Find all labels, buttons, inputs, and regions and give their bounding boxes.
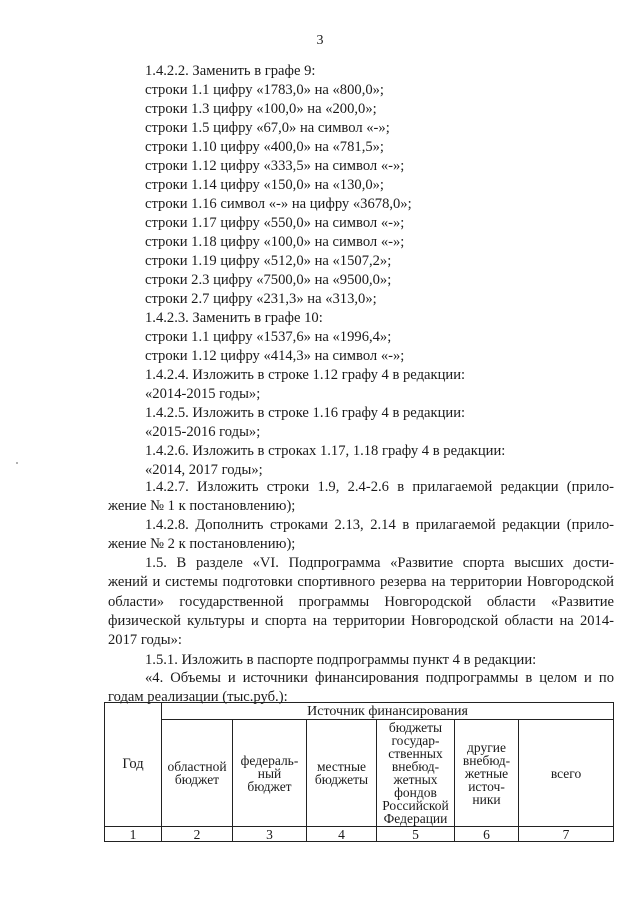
text-line: 1.4.2.3. Заменить в графе 10: — [145, 310, 323, 326]
column-header-other-sources: другие внебюд- жетные источ- ники — [455, 720, 519, 827]
text-line: «2014-2015 годы»; — [145, 386, 261, 402]
paragraph-line: 1.5.1. Изложить в паспорте подпрограммы пункт 4 в редакции: — [145, 652, 537, 668]
paragraph-line: «4. Объемы и источники финансирования подпрограммы в целом и по — [145, 670, 614, 686]
paragraph-1-5-1 — [108, 651, 614, 670]
text-line: 1.4.2.6. Изложить в строках 1.17, 1.18 графу 4 в редакции: — [145, 443, 506, 459]
column-number: 4 — [307, 827, 377, 842]
text-line: строки 1.16 символ «-» на цифру «3678,0»; — [145, 196, 412, 212]
column-number: 6 — [455, 827, 519, 842]
column-header-federal-budget: федераль- ный бюджет — [233, 720, 307, 827]
paragraph-line: 1.5. В разделе «VI. Подпрограмма «Развитие спорта высших дости- — [145, 555, 614, 571]
year-header: Год — [105, 703, 162, 827]
paragraph-line: 2017 годы»: — [108, 632, 182, 649]
text-line: строки 2.7 цифру «231,3» на «313,0»; — [145, 291, 377, 307]
paragraph-line: годам реализации (тыс.руб.): — [108, 689, 288, 706]
paragraph-line: жение № 2 к постановлению); — [108, 536, 296, 553]
text-line: строки 1.17 цифру «550,0» на символ «-»; — [145, 215, 405, 231]
paragraph-1-5 — [108, 554, 614, 650]
text-line: строки 1.1 цифру «1783,0» на «800,0»; — [145, 82, 384, 98]
text-line: 1.4.2.4. Изложить в строке 1.12 графу 4 в редакции: — [145, 367, 466, 383]
text-line: строки 1.1 цифру «1537,6» на «1996,4»; — [145, 329, 392, 345]
paragraph-line: жение № 1 к постановлению); — [108, 498, 296, 515]
text-line: строки 1.12 цифру «414,3» на символ «-»; — [145, 348, 405, 364]
text-line: строки 1.12 цифру «333,5» на символ «-»; — [145, 158, 405, 174]
column-number: 1 — [105, 827, 162, 842]
column-header-state-funds: бюджеты государ- ственных внебюд- жетных фондов Российской Федерации — [377, 720, 455, 827]
text-line: «2015-2016 годы»; — [145, 424, 261, 440]
paragraph-1-4-2-8 — [108, 516, 614, 555]
text-line: 1.4.2.5. Изложить в строке 1.16 графу 4 в редакции: — [145, 405, 466, 421]
paragraph-line: 1.4.2.7. Изложить строки 1.9, 2.4-2.6 в прилагаемой редакции (прило- — [145, 479, 614, 495]
column-number: 3 — [233, 827, 307, 842]
text-line: строки 1.19 цифру «512,0» на «1507,2»; — [145, 253, 392, 269]
text-line: строки 1.18 цифру «100,0» на символ «-»; — [145, 234, 405, 250]
margin-speck — [16, 462, 18, 464]
paragraph-1-4-2-7 — [108, 478, 614, 517]
column-number: 2 — [162, 827, 233, 842]
text-line: строки 1.10 цифру «400,0» на «781,5»; — [145, 139, 384, 155]
text-line: строки 1.5 цифру «67,0» на символ «-»; — [145, 120, 390, 136]
column-header-regional-budget: областной бюджет — [162, 720, 233, 827]
page-number: 3 — [316, 33, 324, 48]
text-line: строки 1.14 цифру «150,0» на «130,0»; — [145, 177, 384, 193]
financing-table — [104, 702, 614, 842]
paragraph-line: физической культуры и спорта на территории Новгородской области на 2014- — [108, 612, 614, 629]
text-line: 1.4.2.2. Заменить в графе 9: — [145, 63, 316, 79]
column-number: 7 — [519, 827, 614, 842]
text-line: «2014, 2017 годы»; — [145, 462, 263, 478]
financing-source-header: Источник финансирования — [162, 703, 614, 720]
text-line: строки 2.3 цифру «7500,0» на «9500,0»; — [145, 272, 392, 288]
column-header-local-budgets: местные бюджеты — [307, 720, 377, 827]
column-header-total: всего — [519, 720, 614, 827]
paragraph-line: жений и системы подготовки спортивного резерва на территории Новгородской — [108, 574, 614, 591]
text-line: строки 1.3 цифру «100,0» на «200,0»; — [145, 101, 377, 117]
paragraph-line: области» государственной программы Новгородской области «Развитие — [108, 593, 614, 610]
column-number: 5 — [377, 827, 455, 842]
paragraph-line: 1.4.2.8. Дополнить строками 2.13, 2.14 в прилагаемой редакции (прило- — [145, 517, 614, 533]
